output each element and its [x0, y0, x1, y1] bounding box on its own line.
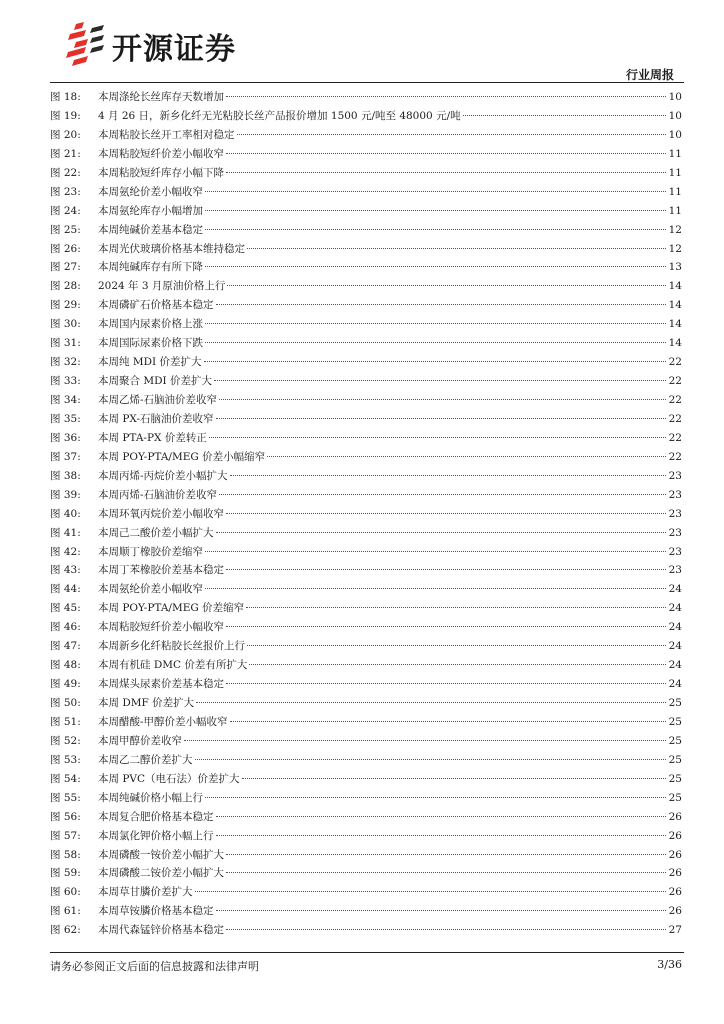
figure-page: 23 [668, 564, 682, 577]
figure-page: 23 [668, 469, 682, 482]
toc-entry[interactable] [50, 183, 682, 202]
figure-number: 图 24: [50, 204, 81, 217]
toc-entry[interactable] [50, 675, 682, 694]
figure-title: 本周磷矿石价格基本稳定 [98, 299, 214, 312]
figure-title: 本周 POY-PTA/MEG 价差缩窄 [98, 602, 245, 615]
figure-number: 图 46: [50, 621, 81, 634]
figure-number: 图 59: [50, 867, 81, 880]
figure-title: 本周粘胶长丝开工率相对稳定 [98, 128, 235, 141]
figure-number: 图 38: [50, 469, 81, 482]
figure-title: 本周草甘膦价差扩大 [98, 886, 193, 899]
figure-number: 图 53: [50, 753, 81, 766]
figure-number: 图 36: [50, 431, 81, 444]
dot-leader [209, 437, 666, 438]
figure-page: 27 [668, 924, 682, 937]
figure-page: 26 [668, 886, 682, 899]
figure-page: 24 [668, 583, 682, 596]
figure-number: 图 23: [50, 185, 81, 198]
figure-number: 图 21: [50, 147, 81, 160]
dot-leader [230, 475, 666, 476]
figure-number: 图 39: [50, 488, 81, 501]
dot-leader [216, 835, 667, 836]
figure-page: 23 [668, 507, 682, 520]
figure-page: 26 [668, 810, 682, 823]
toc-entry[interactable] [50, 429, 682, 448]
dot-leader [195, 891, 667, 892]
figure-number: 图 42: [50, 545, 81, 558]
figure-page: 22 [668, 412, 682, 425]
toc-entry[interactable] [50, 883, 682, 902]
figure-number: 图 26: [50, 242, 81, 255]
figure-page: 25 [668, 697, 682, 709]
figure-number: 图 55: [50, 791, 81, 804]
figure-number: 图 35: [50, 412, 81, 425]
figure-title: 本周乙二醇价差扩大 [98, 753, 193, 766]
figure-title: 本周粘胶短纤库存小幅下降 [98, 166, 224, 179]
toc-entry[interactable] [50, 221, 682, 240]
dot-leader [205, 191, 666, 192]
toc-entry[interactable] [50, 467, 682, 486]
figure-title: 本周煤头尿素价差基本稳定 [98, 678, 224, 691]
dot-leader [216, 304, 667, 305]
figure-page: 10 [668, 128, 682, 141]
figure-page: 11 [668, 147, 682, 160]
figure-title: 本周国际尿素价格下跌 [98, 337, 203, 350]
toc-entry[interactable] [50, 164, 682, 183]
figure-title: 本周代森锰锌价格基本稳定 [98, 924, 224, 937]
figure-number: 图 37: [50, 450, 81, 463]
figure-page: 26 [668, 848, 682, 861]
figure-number: 图 51: [50, 715, 81, 728]
figure-number: 图 43: [50, 564, 81, 577]
figure-title: 本周草铵膦价格基本稳定 [98, 905, 214, 918]
dot-leader [226, 854, 666, 855]
dot-leader [219, 494, 666, 495]
figure-title: 本周氨纶库存小幅增加 [98, 204, 203, 217]
page-header [0, 0, 724, 84]
toc-entry[interactable] [50, 770, 682, 789]
figure-page: 10 [668, 91, 682, 103]
figure-page: 23 [668, 488, 682, 501]
toc-entry[interactable] [50, 864, 682, 883]
figure-number: 图 56: [50, 810, 81, 823]
figure-number: 图 50: [50, 697, 81, 709]
figure-page: 22 [668, 356, 682, 369]
figure-page: 11 [668, 166, 682, 179]
figure-number: 图 27: [50, 261, 81, 274]
figure-title: 本周光伏玻璃价格基本维持稳定 [98, 242, 245, 255]
figure-page: 24 [668, 678, 682, 691]
figure-number: 图 49: [50, 678, 81, 691]
figure-page: 24 [668, 621, 682, 634]
figure-number: 图 48: [50, 659, 81, 672]
toc-entry[interactable] [50, 789, 682, 808]
figure-title: 本周复合肥价格基本稳定 [98, 810, 214, 823]
figure-title: 本周聚合 MDI 价差扩大 [98, 375, 212, 388]
figure-number: 图 25: [50, 223, 81, 236]
toc-entry[interactable] [50, 524, 682, 543]
figure-title: 本周乙烯-石脑油价差收窄 [98, 394, 218, 406]
dot-leader [226, 172, 666, 173]
figure-title: 本周甲醇价差收窄 [98, 734, 182, 747]
figure-title: 本周纯碱库存有所下降 [98, 261, 203, 274]
header-divider [50, 82, 684, 83]
dot-leader [226, 569, 666, 570]
toc-entry[interactable] [50, 921, 682, 940]
footer-disclaimer: 请务必参阅正文后面的信息披露和法律声明 [50, 960, 259, 973]
figure-number: 图 29: [50, 299, 81, 312]
figure-page: 12 [668, 242, 682, 255]
figure-title: 本周丙烯-石脑油价差收窄 [98, 488, 218, 501]
figure-number: 图 44: [50, 583, 81, 596]
kaiyuan-logo-icon [66, 20, 106, 68]
dot-leader [267, 456, 666, 457]
figure-number: 图 41: [50, 526, 81, 539]
figure-title: 本周丙烯-丙烷价差小幅扩大 [98, 469, 228, 482]
figure-number: 图 61: [50, 905, 81, 918]
figure-number: 图 28: [50, 280, 81, 293]
toc-entry[interactable] [50, 902, 682, 921]
figure-number: 图 62: [50, 924, 81, 937]
dot-leader [219, 399, 666, 400]
figure-title: 本周环氧丙烷价差小幅收窄 [98, 507, 224, 520]
dot-leader [214, 380, 666, 381]
figure-title: 本周粘胶短纤价差小幅收窄 [98, 147, 224, 160]
figure-number: 图 57: [50, 829, 81, 842]
figure-page: 22 [668, 375, 682, 388]
figure-page: 25 [668, 753, 682, 766]
dot-leader [249, 664, 666, 665]
figure-title: 本周国内尿素价格上涨 [98, 318, 203, 331]
figure-page: 24 [668, 659, 682, 672]
dot-leader [226, 929, 666, 930]
figure-title: 本周丁苯橡胶价差基本稳定 [98, 564, 224, 577]
figure-title: 本周 POY-PTA/MEG 价差小幅缩窄 [98, 450, 266, 463]
toc-entry[interactable] [50, 296, 682, 315]
dot-leader [226, 513, 666, 514]
figure-page: 22 [668, 450, 682, 463]
figure-page: 25 [668, 791, 682, 804]
toc-entry[interactable] [50, 637, 682, 656]
figure-number: 图 19: [50, 109, 81, 122]
toc-entry[interactable] [50, 732, 682, 751]
figure-title: 本周 PX-石脑油价差收窄 [98, 412, 214, 425]
figure-number: 图 60: [50, 886, 81, 899]
figure-page: 26 [668, 829, 682, 842]
toc-entry[interactable] [50, 827, 682, 846]
figure-title: 本周己二酸价差小幅扩大 [98, 526, 214, 539]
dot-leader [184, 740, 666, 741]
figure-number: 图 33: [50, 375, 81, 388]
figure-title: 本周 DMF 价差扩大 [98, 697, 195, 709]
figure-page: 24 [668, 602, 682, 615]
figure-title: 本周氨纶价差小幅收窄 [98, 185, 203, 198]
report-type: 行业周报 [625, 68, 674, 82]
figure-title: 本周氯化钾价格小幅上行 [98, 829, 214, 842]
figure-number: 图 30: [50, 318, 81, 331]
toc-entry[interactable] [50, 448, 682, 467]
figure-page: 11 [668, 185, 682, 198]
figure-page: 25 [668, 772, 682, 785]
figure-number: 图 45: [50, 602, 81, 615]
footer-divider [50, 952, 684, 953]
dot-leader [204, 361, 667, 362]
figure-page: 23 [668, 545, 682, 558]
dot-leader [226, 626, 666, 627]
figure-title: 本周磷酸二铵价差小幅扩大 [98, 867, 224, 880]
dot-leader [205, 551, 666, 552]
figure-title: 本周 PTA-PX 价差转正 [98, 431, 207, 444]
dot-leader [205, 323, 666, 324]
dot-leader [205, 342, 666, 343]
figure-title: 本周磷酸一铵价差小幅扩大 [98, 848, 224, 861]
toc-entry[interactable] [50, 694, 682, 713]
figure-title: 2024 年 3 月原油价格上行 [98, 280, 226, 293]
toc-entry[interactable] [50, 656, 682, 675]
figure-title: 本周纯 MDI 价差扩大 [98, 356, 202, 369]
dot-leader [230, 721, 666, 722]
dot-leader [247, 248, 666, 249]
figure-page: 26 [668, 905, 682, 918]
page-number: 3/36 [657, 958, 682, 971]
figure-page: 24 [668, 640, 682, 653]
figure-page: 23 [668, 526, 682, 539]
toc-entry[interactable] [50, 808, 682, 827]
figure-title: 本周粘胶短纤价差小幅收窄 [98, 621, 224, 634]
toc-entry[interactable] [50, 145, 682, 164]
dot-leader [196, 702, 666, 703]
figure-page: 22 [668, 431, 682, 444]
toc-entry[interactable] [50, 88, 682, 107]
dot-leader [216, 816, 667, 817]
figure-number: 图 22: [50, 166, 81, 179]
figure-number: 图 47: [50, 640, 81, 653]
dot-leader [205, 588, 666, 589]
toc-entry[interactable] [50, 486, 682, 505]
figure-number: 图 18: [50, 91, 81, 103]
toc-entry[interactable] [50, 107, 682, 126]
toc-entry[interactable] [50, 334, 682, 353]
toc-entry[interactable] [50, 751, 682, 770]
toc-entry[interactable] [50, 410, 682, 429]
figure-title: 本周有机硅 DMC 价差有所扩大 [98, 659, 248, 672]
toc-entry[interactable] [50, 561, 682, 580]
dot-leader [205, 797, 666, 798]
figure-number: 图 40: [50, 507, 81, 520]
dot-leader [463, 115, 666, 116]
dot-leader [247, 645, 666, 646]
dot-leader [226, 872, 666, 873]
toc-entry[interactable] [50, 543, 682, 562]
figure-title: 4 月 26 日，新乡化纤无光粘胶长丝产品报价增加 1500 元/吨至 48000 元/吨 [98, 109, 461, 122]
figure-page: 26 [668, 867, 682, 880]
figure-index-list [50, 88, 682, 940]
figure-title: 本周醋酸-甲醇价差小幅收窄 [98, 715, 228, 728]
dot-leader [216, 418, 666, 419]
figure-number: 图 34: [50, 394, 81, 406]
toc-entry[interactable] [50, 391, 682, 410]
toc-entry[interactable] [50, 258, 682, 277]
figure-page: 22 [668, 394, 682, 406]
figure-page: 14 [668, 299, 682, 312]
dot-leader [246, 607, 666, 608]
figure-title: 本周纯碱价差基本稳定 [98, 223, 203, 236]
dot-leader [226, 683, 666, 684]
figure-number: 图 31: [50, 337, 81, 350]
dot-leader [205, 229, 666, 230]
figure-page: 14 [668, 318, 682, 331]
toc-entry[interactable] [50, 353, 682, 372]
figure-number: 图 32: [50, 356, 81, 369]
figure-page: 11 [668, 204, 682, 217]
toc-entry[interactable] [50, 315, 682, 334]
dot-leader [216, 910, 667, 911]
figure-title: 本周新乡化纤粘胶长丝报价上行 [98, 640, 245, 653]
toc-entry[interactable] [50, 505, 682, 524]
dot-leader [237, 134, 667, 135]
dot-leader [242, 778, 666, 779]
toc-entry[interactable] [50, 240, 682, 259]
toc-entry[interactable] [50, 580, 682, 599]
dot-leader [205, 210, 666, 211]
brand-name: 开源证券 [112, 32, 236, 67]
toc-entry[interactable] [50, 372, 682, 391]
figure-page: 14 [668, 280, 682, 293]
dot-leader [205, 266, 666, 267]
figure-title: 本周顺丁橡胶价差缩窄 [98, 545, 203, 558]
dot-leader [226, 96, 666, 97]
figure-number: 图 54: [50, 772, 81, 785]
figure-title: 本周涤纶长丝库存天数增加 [98, 91, 224, 103]
figure-number: 图 20: [50, 128, 81, 141]
dot-leader [226, 153, 666, 154]
toc-entry[interactable] [50, 846, 682, 865]
toc-entry[interactable] [50, 713, 682, 732]
figure-page: 25 [668, 715, 682, 728]
figure-page: 25 [668, 734, 682, 747]
figure-title: 本周氨纶价差小幅收窄 [98, 583, 203, 596]
toc-entry[interactable] [50, 599, 682, 618]
dot-leader [195, 759, 667, 760]
toc-entry[interactable] [50, 618, 682, 637]
toc-entry[interactable] [50, 277, 682, 296]
toc-entry[interactable] [50, 126, 682, 145]
toc-entry[interactable] [50, 202, 682, 221]
figure-title: 本周 PVC（电石法）价差扩大 [98, 772, 240, 785]
figure-page: 12 [668, 223, 682, 236]
figure-number: 图 58: [50, 848, 81, 861]
figure-page: 14 [668, 337, 682, 350]
figure-title: 本周纯碱价格小幅上行 [98, 791, 203, 804]
figure-number: 图 52: [50, 734, 81, 747]
dot-leader [216, 532, 667, 533]
figure-page: 13 [668, 261, 682, 274]
dot-leader [227, 285, 666, 286]
figure-page: 10 [668, 109, 682, 122]
